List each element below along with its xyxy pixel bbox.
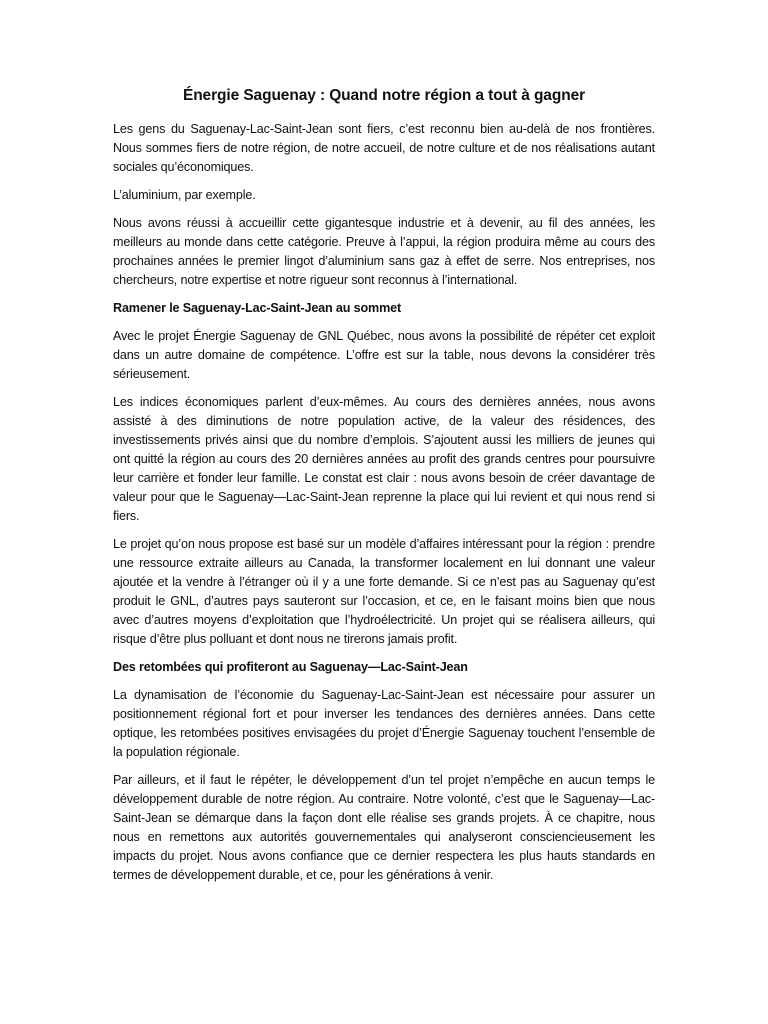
document-page: [113, 86, 655, 894]
section-heading-sommet: Ramener le Saguenay-Lac-Saint-Jean au sommet: [113, 301, 402, 315]
section-heading-retombees: Des retombées qui profiteront au Saguenay—Lac-Saint-Jean: [113, 660, 468, 674]
paragraph-dynamisation: La dynamisation de l’économie du Saguenay-Lac-Saint-Jean est nécessaire pour assurer un positionnement régional fort et pour inverser les tendances des dernières années. Dans cette optique, les retombées positives envisagées du projet d’Énergie Saguenay touchent l’ensemble de la population régionale.: [113, 688, 655, 759]
paragraph-modele-affaires: Le projet qu’on nous propose est basé sur un modèle d’affaires intéressant pour la région : prendre une ressource extraite ailleurs au Canada, la transformer localement en lui donnant une valeur ajoutée et la vendre à l’étranger où il y a une forte demande. Si ce n’est pas au Saguenay qu’est produit le GNL, d’autres pays sauteront sur l’occasion, et ce, en le faisant moins bien que nous avec d’autres moyens d’exploitation que l’hydroélectricité. Un projet qui se réalisera ailleurs, qui risque d’être plus polluant et dont nous ne tirerons jamais profit.: [113, 537, 655, 646]
paragraph-aluminium-industry: Nous avons réussi à accueillir cette gigantesque industrie et à devenir, au fil des années, les meilleurs au monde dans cette catégorie. Preuve à l’appui, la région produira même au cours des prochaines années le premier lingot d’aluminium sans gaz à effet de serre. Nos entreprises, nos chercheurs, notre expertise et notre rigueur sont reconnus à l’international.: [113, 216, 655, 287]
paragraph-intro: Les gens du Saguenay-Lac-Saint-Jean sont fiers, c’est reconnu bien au-delà de nos frontières. Nous sommes fiers de notre région, de notre accueil, de notre culture et de nos réalisations autant sociales qu’économiques.: [113, 122, 655, 174]
paragraph-projet-energie-saguenay: Avec le projet Énergie Saguenay de GNL Québec, nous avons la possibilité de répéter cet exploit dans un autre domaine de compétence. L’offre est sur la table, nous devons la considérer très sérieusement.: [113, 329, 655, 381]
document-title: Énergie Saguenay : Quand notre région a tout à gagner: [182, 87, 586, 104]
paragraph-developpement-durable: Par ailleurs, et il faut le répéter, le développement d’un tel projet n’empêche en aucun temps le développement durable de notre région. Au contraire. Notre volonté, c’est que le Saguenay—Lac-Saint-Jean se démarque dans la façon dont elle réalise ses grands projets. À ce chapitre, nous nous en remettons aux autorités gouvernementales qui analyseront consciencieusement les impacts du projet. Nous avons confiance que ce dernier respectera les plus hauts standards en termes de développement durable, et ce, pour les générations à venir.: [113, 773, 655, 882]
paragraph-indices-economiques: Les indices économiques parlent d’eux-mêmes. Au cours des dernières années, nous avons assisté à des diminutions de notre population active, de la valeur des résidences, des investissements privés ainsi que du nombre d’emplois. S’ajoutent aussi les milliers de jeunes qui ont quitté la région au cours des 20 dernières années au profit des grands centres pour poursuivre leur carrière et fonder leur famille. Le constat est clair : nous avons besoin de créer davantage de valeur pour que le Saguenay—Lac-Saint-Jean reprenne la place qui lui revient et qui nous rend si fiers.: [113, 395, 655, 523]
paragraph-aluminium-example: L’aluminium, par exemple.: [113, 188, 256, 202]
